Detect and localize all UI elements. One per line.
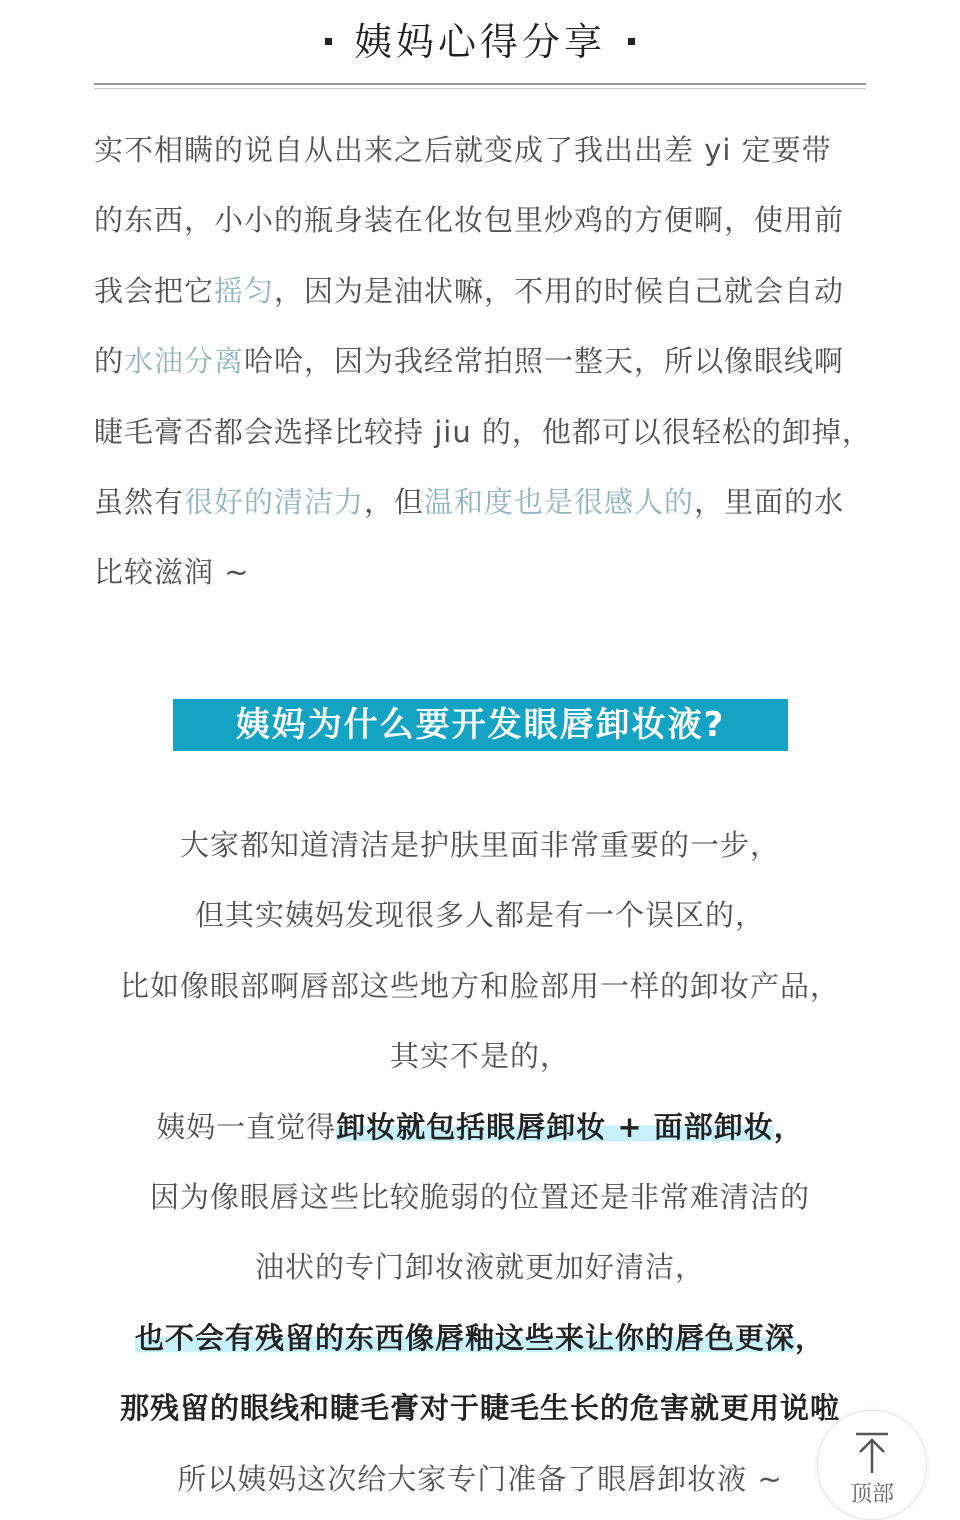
divider-line (94, 83, 866, 85)
intro-line-4 (94, 326, 869, 396)
intro-line-5: 睫毛膏否都会选择比较持 jiu 的，他都可以很轻松的卸掉， (94, 414, 872, 449)
body-paragraph (0, 810, 960, 1514)
intro-text: 的 (94, 344, 125, 379)
body-line-5 (0, 1092, 960, 1162)
intro-text: ，因为是油状嘛，不用的时候自己就会自动 (274, 273, 845, 308)
section-header (0, 12, 960, 72)
highlight-no-residue: 也不会有残留的东西像唇釉这些来让你的唇色更深 (134, 1320, 795, 1355)
bullet-dot-right (628, 38, 635, 45)
intro-text: 虽然有 (94, 484, 185, 519)
intro-line-6 (94, 467, 869, 537)
highlight-removal-definition: 卸妆就包括眼唇卸妆 + 面部卸妆 (336, 1109, 774, 1144)
intro-paragraph (94, 115, 872, 608)
highlight-cleansing: 很好的清洁力 (184, 484, 365, 519)
intro-text: 我会把它 (94, 273, 215, 308)
intro-text: ，里面的水 (694, 484, 845, 519)
body-line-9: 那残留的眼线和睫毛膏对于睫毛生长的危害就更用说啦 (119, 1391, 840, 1426)
body-line-6: 因为像眼唇这些比较脆弱的位置还是非常难清洁的 (149, 1179, 810, 1214)
body-line-2: 但其实姨妈发现很多人都是有一个误区的， (194, 898, 765, 933)
body-line-8 (0, 1303, 960, 1373)
body-text: ， (773, 1109, 804, 1144)
highlight-separation: 水油分离 (124, 344, 245, 379)
section-banner: 姨妈为什么要开发眼唇卸妆液? (173, 699, 788, 751)
body-line-7: 油状的专门卸妆液就更加好清洁， (254, 1250, 705, 1285)
highlight-shake: 摇匀 (214, 273, 275, 308)
back-to-top-button[interactable] (817, 1410, 927, 1520)
body-text: 姨妈一直觉得 (156, 1109, 337, 1144)
bullet-dot-left (325, 38, 332, 45)
arrow-up-icon (852, 1431, 892, 1475)
intro-text: ，但 (364, 484, 425, 519)
body-line-4: 其实不是的， (389, 1039, 570, 1074)
intro-text: 哈哈，因为我经常拍照一整天，所以像眼线啊 (244, 344, 845, 379)
body-text: ， (795, 1320, 826, 1355)
intro-line-3 (94, 256, 869, 326)
section-title: 姨妈心得分享 (353, 20, 606, 64)
intro-line-2: 的东西，小小的瓶身装在化妆包里炒鸡的方便啊，使用前 (94, 203, 845, 238)
intro-line-1: 实不相瞒的说自从出来之后就变成了我出出差 yi 定要带 (94, 133, 832, 167)
highlight-gentle: 温和度也是很感人的 (424, 484, 695, 519)
divider-line-thin (94, 88, 866, 89)
body-line-3: 比如像眼部啊唇部这些地方和脸部用一样的卸妆产品， (119, 968, 840, 1003)
intro-line-7: 比较滋润 ~ (94, 555, 250, 590)
body-line-10: 所以姨妈这次给大家专门准备了眼唇卸妆液 ~ (177, 1461, 783, 1496)
back-to-top-label: 顶部 (849, 1482, 894, 1507)
body-line-1: 大家都知道清洁是护肤里面非常重要的一步， (179, 828, 780, 862)
